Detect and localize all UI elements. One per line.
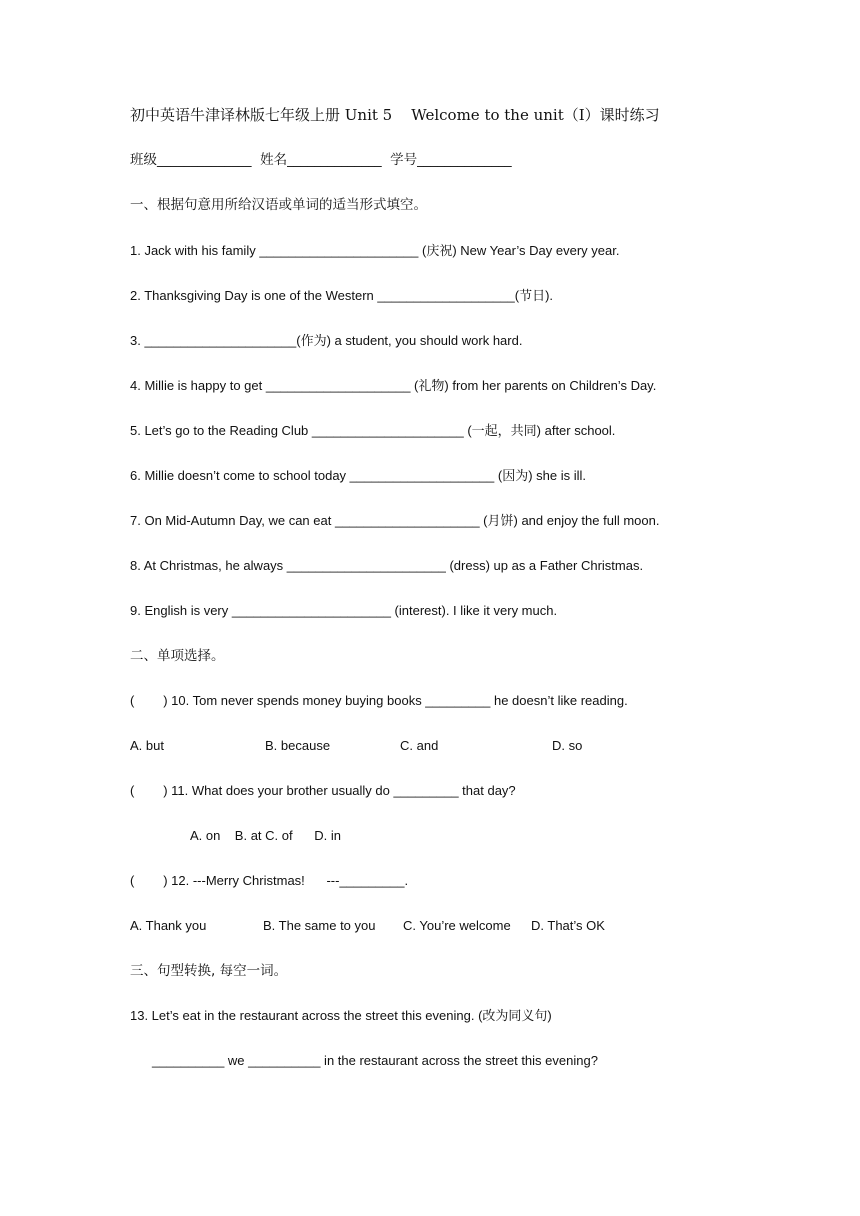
mc-option-b: B. The same to you (263, 918, 376, 933)
mc-question-10: ( ) 10. Tom never spends money buying books _________ he doesn’t like reading. (130, 693, 628, 708)
question-item: 9. English is very ______________________ (interest). I like it very much. (130, 603, 558, 618)
question-item: 1. Jack with his family ______________________ (庆祝) New Year’s Day every year. (130, 243, 620, 258)
student-info-line: 班级______________ 姓名______________ 学号______________ (130, 152, 512, 168)
question-item: 8. At Christmas, he always ______________________ (dress) up as a Father Christmas. (130, 558, 644, 573)
question-item: 3. _____________________(作为) a student, you should work hard. (130, 333, 523, 348)
question-item: 4. Millie is happy to get ____________________ (礼物) from her parents on Children’s Day. (130, 378, 657, 393)
mc-option-a: A. but (130, 738, 164, 753)
mc-option-d: D. so (552, 738, 583, 753)
rewrite-question-13: 13. Let’s eat in the restaurant across the street this evening. (改为同义句) (130, 1008, 552, 1023)
section-heading-1: 一、根据句意用所给汉语或单词的适当形式填空。 (130, 197, 427, 213)
mc-options-11: A. on B. at C. of D. in (190, 828, 342, 843)
question-item: 7. On Mid-Autumn Day, we can eat ____________________ (月饼) and enjoy the full moon. (130, 513, 660, 528)
question-item: 2. Thanksgiving Day is one of the Western ___________________(节日). (130, 288, 554, 303)
mc-question-12: ( ) 12. ---Merry Christmas! ---_________. (130, 873, 409, 888)
page-title: 初中英语牛津译林版七年级上册 Unit 5 Welcome to the unit（Ⅰ）课时练习 (130, 106, 660, 124)
mc-option-b: B. because (265, 738, 331, 753)
mc-option-c: C. You’re welcome (403, 918, 511, 933)
rewrite-answer-line: __________ we __________ in the restaurant across the street this evening? (152, 1053, 598, 1068)
question-item: 5. Let’s go to the Reading Club _____________________ (一起，共同) after school. (130, 423, 616, 438)
mc-option-c: C. and (400, 738, 439, 753)
section-heading-2: 二、单项选择。 (130, 648, 225, 664)
question-item: 6. Millie doesn’t come to school today ____________________ (因为) she is ill. (130, 468, 586, 483)
section-heading-3: 三、句型转换, 每空一词。 (130, 963, 288, 979)
mc-question-11: ( ) 11. What does your brother usually do _________ that day? (130, 783, 516, 798)
mc-option-a: A. Thank you (130, 918, 207, 933)
mc-option-d: D. That’s OK (531, 918, 605, 933)
